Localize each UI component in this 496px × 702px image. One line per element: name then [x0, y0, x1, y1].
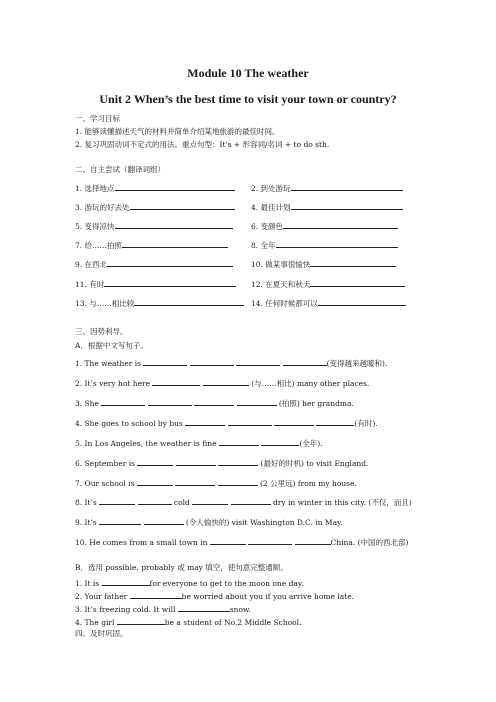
answer-blank[interactable] — [274, 417, 314, 426]
answer-blank[interactable] — [185, 417, 225, 426]
fill-item-1: 1. It is for everyone to get to the moon one day. — [75, 579, 304, 588]
answer-blank[interactable] — [203, 377, 249, 386]
answer-blank[interactable] — [99, 496, 135, 505]
fill-item-4: 4. The girl be a student of No.2 Middle School. — [75, 618, 302, 627]
answer-blank[interactable] — [122, 239, 228, 248]
fill-item-3: 3. It’s freezing cold. It will snow. — [75, 605, 251, 614]
answer-blank[interactable] — [194, 397, 234, 406]
sentence-3: 3. She (拍照) her grandma. — [75, 399, 354, 408]
answer-blank[interactable] — [115, 182, 235, 191]
phrase-item: 14. 任何时候都可以 — [251, 297, 406, 309]
section-1-heading: 一、学习目标 — [75, 114, 120, 123]
phrase-item: 10. 做某事很愉快 — [251, 258, 396, 270]
goal-item-2: 2. 复习巩固动词不定式的用法。重点句型：It's + 形容词/名词 + to do sth. — [75, 140, 330, 149]
sentence-7: 7. Our school is (2 公里远) from my house. — [75, 479, 357, 488]
answer-blank[interactable] — [192, 496, 228, 505]
phrase-item: 6. 变颜色 — [251, 220, 398, 232]
answer-blank[interactable] — [248, 536, 292, 545]
answer-blank[interactable] — [237, 397, 277, 406]
goal-item-1: 1. 能够读懂描述天气的材料并简单介绍某地旅游的最佳时间。 — [75, 127, 280, 136]
module-title: Module 10 The weather — [187, 66, 309, 80]
answer-blank[interactable] — [318, 297, 406, 306]
sentence-10: 10. He comes from a small town in China. (中国的西北部) — [75, 538, 409, 547]
sentence-6: 6. September is (最好的时机) to visit England. — [75, 459, 369, 468]
phrase-item: 3. 游玩的好去处 — [75, 201, 235, 213]
answer-blank[interactable] — [236, 357, 280, 366]
answer-blank[interactable] — [291, 182, 403, 191]
answer-blank[interactable] — [316, 417, 354, 426]
answer-blank[interactable] — [137, 457, 173, 466]
section-2-heading: 二、自主尝试（翻译词组） — [75, 165, 165, 174]
fill-item-2: 2. Your father be worried about you if you arrive home late. — [75, 592, 355, 601]
answer-blank[interactable] — [210, 536, 246, 545]
answer-blank[interactable] — [276, 239, 398, 248]
answer-blank[interactable] — [176, 457, 216, 466]
answer-blank[interactable] — [101, 397, 145, 406]
phrase-item: 11. 有时 — [75, 278, 236, 290]
answer-blank[interactable] — [310, 278, 405, 287]
phrase-item: 7. 给……拍照 — [75, 239, 228, 251]
phrase-item: 9. 在西北 — [75, 258, 233, 270]
answer-blank[interactable] — [152, 377, 200, 386]
sentence-9: 9. It’s (令人愉快的) visit Washington D.C. in May. — [75, 518, 343, 527]
part-b-heading: B．选用 possible, probably 或 may 填空，使句意完整通顺。 — [75, 563, 288, 572]
phrase-item: 8. 全年 — [251, 239, 398, 251]
answer-blank[interactable] — [117, 616, 165, 625]
answer-blank[interactable] — [283, 357, 327, 366]
section-3-heading: 三、因势利导。 — [75, 327, 128, 336]
sentence-8: 8. It’s cold dry in winter in this city. (不仅，而且) — [75, 498, 412, 507]
answer-blank[interactable] — [190, 357, 234, 366]
answer-blank[interactable] — [115, 220, 233, 229]
answer-blank[interactable] — [143, 357, 187, 366]
part-a-heading: A．根据中文写句子。 — [75, 341, 148, 350]
answer-blank[interactable] — [291, 201, 403, 210]
answer-blank[interactable] — [99, 516, 141, 525]
phrase-item: 13. 与……相比较 — [75, 297, 244, 309]
phrase-item: 4. 最佳计划 — [251, 201, 403, 213]
phrase-item: 5. 变得凉快 — [75, 220, 233, 232]
answer-blank[interactable] — [218, 477, 258, 486]
answer-blank[interactable] — [178, 603, 230, 612]
answer-blank[interactable] — [148, 397, 192, 406]
answer-blank[interactable] — [261, 437, 299, 446]
answer-blank[interactable] — [219, 437, 259, 446]
phrase-item: 2. 到处游玩 — [251, 182, 403, 194]
answer-blank[interactable] — [104, 278, 236, 287]
answer-blank[interactable] — [102, 577, 150, 586]
answer-blank[interactable] — [138, 496, 172, 505]
answer-blank[interactable] — [130, 590, 182, 599]
answer-blank[interactable] — [130, 201, 235, 210]
section-4-heading: 四、及时巩固。 — [75, 629, 128, 638]
answer-blank[interactable] — [218, 457, 258, 466]
sentence-1: 1. The weather is (变得越来越暖和). — [75, 359, 388, 368]
answer-blank[interactable] — [134, 297, 244, 306]
answer-blank[interactable] — [175, 477, 215, 486]
answer-blank[interactable] — [283, 220, 398, 229]
answer-blank[interactable] — [107, 258, 233, 267]
phrase-item: 12. 在夏天和秋天 — [251, 278, 405, 290]
answer-blank[interactable] — [144, 516, 184, 525]
answer-blank[interactable] — [137, 477, 173, 486]
answer-blank[interactable] — [310, 258, 396, 267]
answer-blank[interactable] — [228, 417, 272, 426]
sentence-4: 4. She goes to school by bus (有时). — [75, 419, 378, 428]
sentence-5: 5. In Los Angeles, the weather is fine (全年). — [75, 439, 323, 448]
unit-title: Unit 2 When’s the best time to visit your town or country? — [99, 92, 397, 106]
answer-blank[interactable] — [295, 536, 331, 545]
answer-blank[interactable] — [231, 496, 271, 505]
sentence-2: 2. It’s very hot here (与……相比) many other places. — [75, 379, 370, 388]
phrase-item: 1. 选择地点 — [75, 182, 235, 194]
